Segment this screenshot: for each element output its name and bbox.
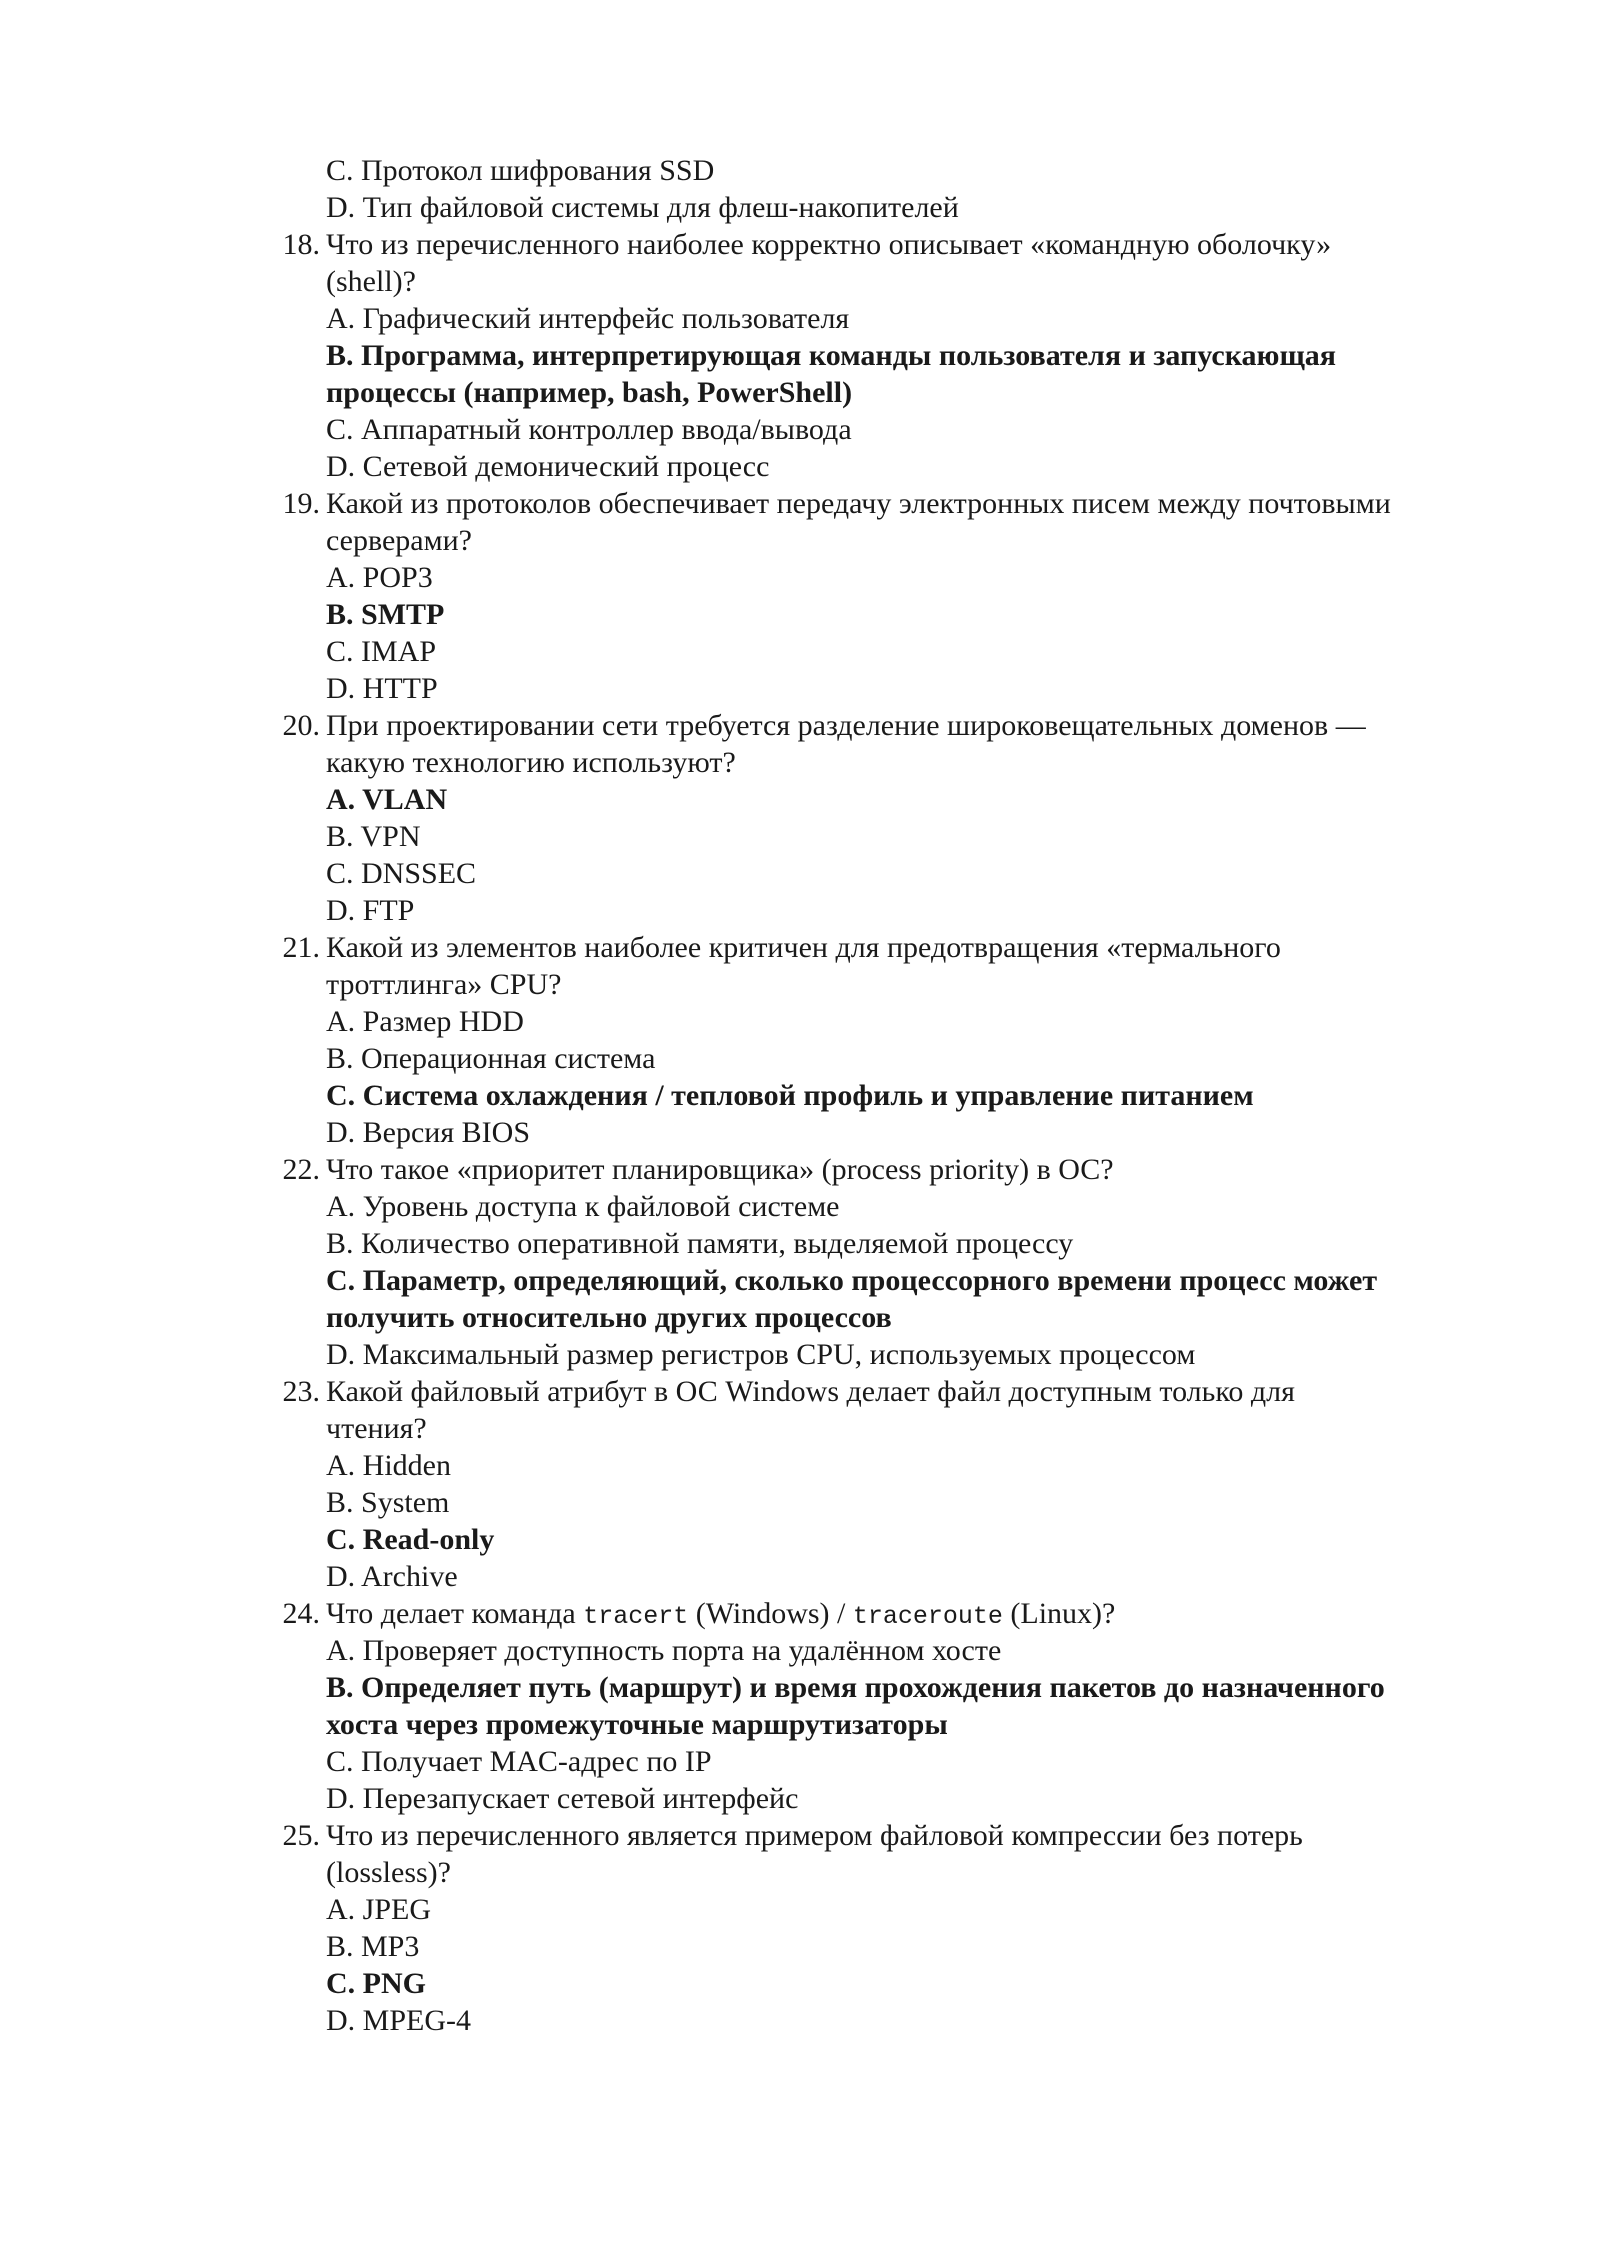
question-number: 22.	[282, 1153, 320, 1186]
question-number: 25.	[282, 1819, 320, 1852]
question-text-continued: какую технологию используют?	[326, 746, 736, 779]
answer-option: D. Максимальный размер регистров CPU, используемых процессом	[326, 1338, 1196, 1371]
question-text-continued: (shell)?	[326, 265, 416, 298]
question-text-part: Что делает команда	[326, 1597, 584, 1630]
answer-option: D. Версия BIOS	[326, 1116, 531, 1149]
question-text: Какой из протоколов обеспечивает передачу электронных писем между почтовыми	[326, 487, 1391, 520]
answer-option: B. MP3	[326, 1930, 420, 1963]
answer-option: D. MPEG-4	[326, 2004, 472, 2037]
answer-option: C. IMAP	[326, 635, 437, 668]
question-text-continued: серверами?	[326, 524, 472, 557]
answer-option: B. System	[326, 1486, 450, 1519]
correct-answer-option: C. Система охлаждения / тепловой профиль и управление питанием	[326, 1079, 1254, 1112]
question-text-part: (Windows) /	[688, 1597, 853, 1630]
answer-option: D. Archive	[326, 1560, 458, 1593]
question-text: Что такое «приоритет планировщика» (process priority) в ОС?	[326, 1153, 1114, 1186]
correct-answer-option: B. Программа, интерпретирующая команды пользователя и запускающая	[326, 339, 1337, 372]
question-number: 19.	[282, 487, 320, 520]
question-text-continued: троттлинга» CPU?	[326, 968, 562, 1001]
correct-answer-option: A. VLAN	[326, 783, 448, 816]
answer-option: A. Размер HDD	[326, 1005, 524, 1038]
answer-option: A. Проверяет доступность порта на удалённом хосте	[326, 1634, 1002, 1667]
answer-option: D. Перезапускает сетевой интерфейс	[326, 1782, 799, 1815]
answer-option: C. Получает MAC-адрес по IP	[326, 1745, 712, 1778]
correct-answer-option: C. PNG	[326, 1967, 426, 2000]
correct-answer-option: B. SMTP	[326, 598, 445, 631]
question-text: Какой из элементов наиболее критичен для предотвращения «термального	[326, 931, 1281, 964]
question-text-continued: чтения?	[326, 1412, 427, 1445]
command-code-traceroute: traceroute	[852, 1602, 1003, 1631]
answer-option: B. Количество оперативной памяти, выделяемой процессу	[326, 1227, 1074, 1260]
answer-option: B. VPN	[326, 820, 421, 853]
question-number: 23.	[282, 1375, 320, 1408]
answer-option: C. Протокол шифрования SSD	[326, 154, 715, 187]
question-text: Что из перечисленного наиболее корректно описывает «командную оболочку»	[326, 228, 1332, 261]
answer-option: D. Тип файловой системы для флеш-накопителей	[326, 191, 959, 224]
correct-answer-option: C. Read-only	[326, 1523, 495, 1556]
answer-option: C. DNSSEC	[326, 857, 477, 890]
correct-answer-option: C. Параметр, определяющий, сколько процессорного времени процесс может	[326, 1264, 1378, 1297]
question-number: 24.	[282, 1597, 320, 1630]
answer-option: C. Аппаратный контроллер ввода/вывода	[326, 413, 852, 446]
correct-answer-option: B. Определяет путь (маршрут) и время прохождения пакетов до назначенного	[326, 1671, 1385, 1704]
question-number: 18.	[282, 228, 320, 261]
answer-option: A. Уровень доступа к файловой системе	[326, 1190, 840, 1223]
question-text: Что из перечисленного является примером файловой компрессии без потерь	[326, 1819, 1303, 1852]
answer-option: D. FTP	[326, 894, 415, 927]
correct-answer-option: процессы (например, bash, PowerShell)	[326, 376, 853, 409]
question-number: 21.	[282, 931, 320, 964]
question-number: 20.	[282, 709, 320, 742]
correct-answer-option: хоста через промежуточные маршрутизаторы	[326, 1708, 948, 1741]
question-text-continued: (lossless)?	[326, 1856, 451, 1889]
question-text	[326, 1595, 1115, 1632]
question-text-part: (Linux)?	[1002, 1597, 1116, 1630]
answer-option: A. Графический интерфейс пользователя	[326, 302, 850, 335]
answer-option: D. Сетевой демонический процесс	[326, 450, 770, 483]
correct-answer-option: получить относительно других процессов	[326, 1301, 892, 1334]
answer-option: A. JPEG	[326, 1893, 432, 1926]
question-text: При проектировании сети требуется разделение широковещательных доменов —	[326, 709, 1366, 742]
answer-option: A. Hidden	[326, 1449, 451, 1482]
answer-option: D. HTTP	[326, 672, 438, 705]
answer-option: B. Операционная система	[326, 1042, 656, 1075]
answer-option: A. POP3	[326, 561, 433, 594]
question-text: Какой файловый атрибут в ОС Windows делает файл доступным только для	[326, 1375, 1295, 1408]
command-code-tracert: tracert	[583, 1602, 689, 1631]
